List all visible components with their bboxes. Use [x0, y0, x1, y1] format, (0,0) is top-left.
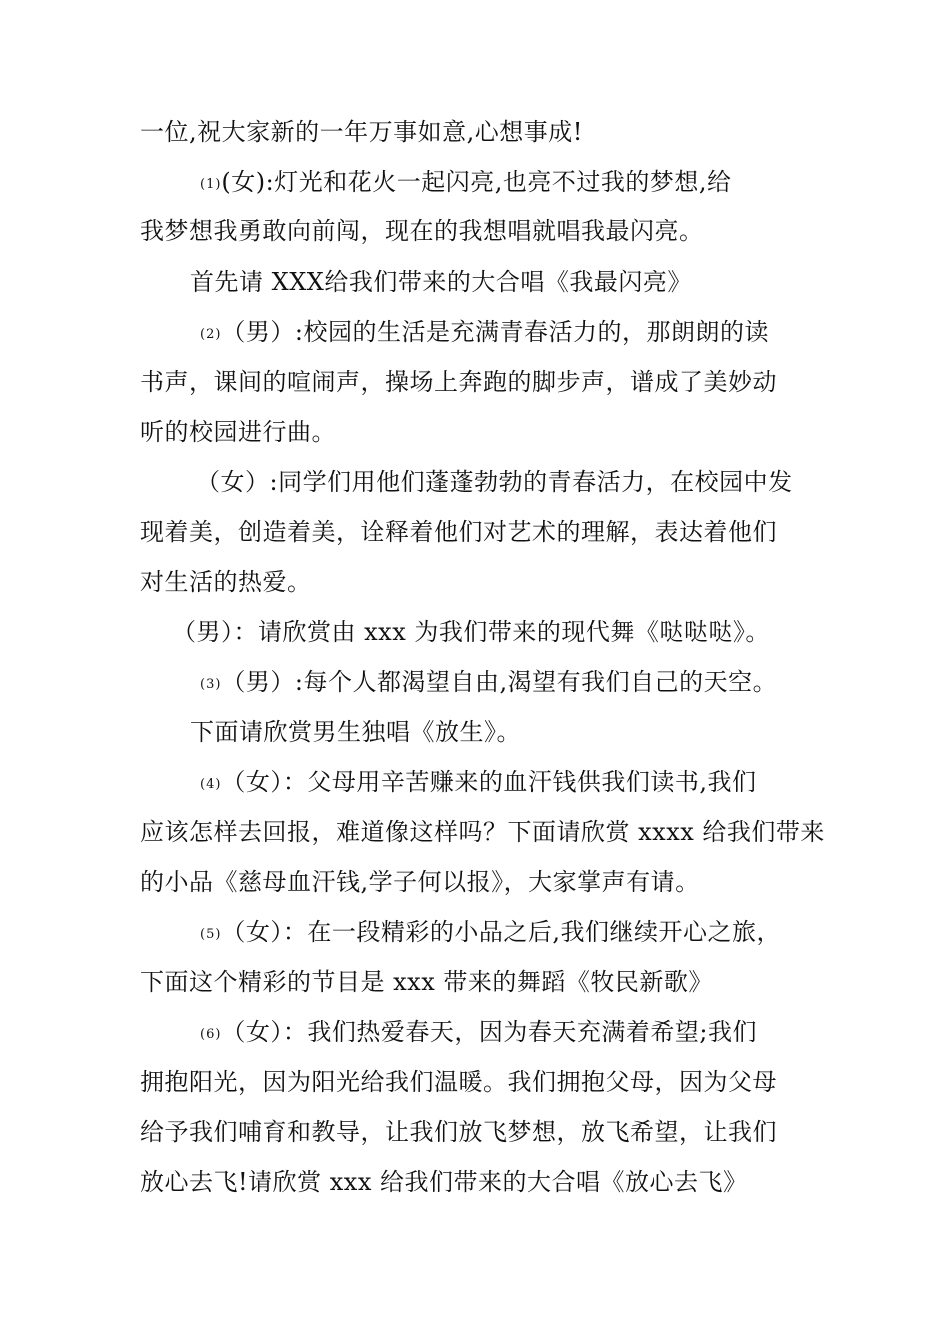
text-line: 我梦想我勇敢向前闯，现在的我想唱就唱我最闪亮。	[140, 217, 704, 245]
text-line: 对生活的热爱。	[140, 568, 312, 596]
item-number: (4)	[200, 777, 222, 792]
item-number: (3)	[200, 677, 222, 692]
text-line: 下面请欣赏男生独唱《放生》。	[190, 718, 521, 746]
item-number: (6)	[200, 1027, 222, 1042]
text-line: 一位,祝大家新的一年万事如意,心想事成!	[140, 118, 583, 146]
text-line: 拥抱阳光，因为阳光给我们温暖。我们拥抱父母，因为父母	[140, 1068, 777, 1096]
item-number: (5)	[200, 927, 222, 942]
text-line: （女）:同学们用他们蓬蓬勃勃的青春活力，在校园中发	[196, 468, 793, 496]
text-line: (2)（男）:校园的生活是充满青春活力的，那朗朗的读	[200, 318, 770, 346]
text-line: 书声，课间的喧闹声，操场上奔跑的脚步声，谱成了美妙动	[140, 368, 777, 396]
text-line: (5)（女）：在一段精彩的小品之后,我们继续开心之旅，	[200, 918, 782, 946]
text-line: 的小品《慈母血汗钱,学子何以报》，大家掌声有请。	[140, 868, 700, 896]
text-line: 现着美，创造着美，诠释着他们对艺术的理解，表达着他们	[140, 518, 777, 546]
text-line: (4)（女）：父母用辛苦赚来的血汗钱供我们读书,我们	[200, 768, 757, 796]
text-line: 首先请 XXX给我们带来的大合唱《我最闪亮》	[190, 268, 692, 296]
text-line: 给予我们哺育和教导，让我们放飞梦想，放飞希望，让我们	[140, 1118, 777, 1146]
item-number: (2)	[200, 327, 222, 342]
text-line: 应该怎样去回报，难道像这样吗？下面请欣赏 xxxx 给我们带来	[140, 818, 825, 846]
text-line: （男）：请欣赏由 xxx 为我们带来的现代舞《哒哒哒》。	[172, 618, 770, 646]
text-line: 放心去飞!请欣赏 xxx 给我们带来的大合唱《放心去飞》	[140, 1168, 748, 1196]
text-line: 听的校园进行曲。	[140, 418, 336, 446]
text-line: (3)（男）:每个人都渴望自由,渴望有我们自己的天空。	[200, 668, 778, 696]
item-number: (1)	[200, 177, 222, 192]
text-line: (6)（女）：我们热爱春天，因为春天充满着希望;我们	[200, 1018, 758, 1046]
text-line: 下面这个精彩的节目是 xxx 带来的舞蹈《牧民新歌》	[140, 968, 713, 996]
text-line: (1)(女):灯光和花火一起闪亮,也亮不过我的梦想,给	[200, 168, 732, 196]
